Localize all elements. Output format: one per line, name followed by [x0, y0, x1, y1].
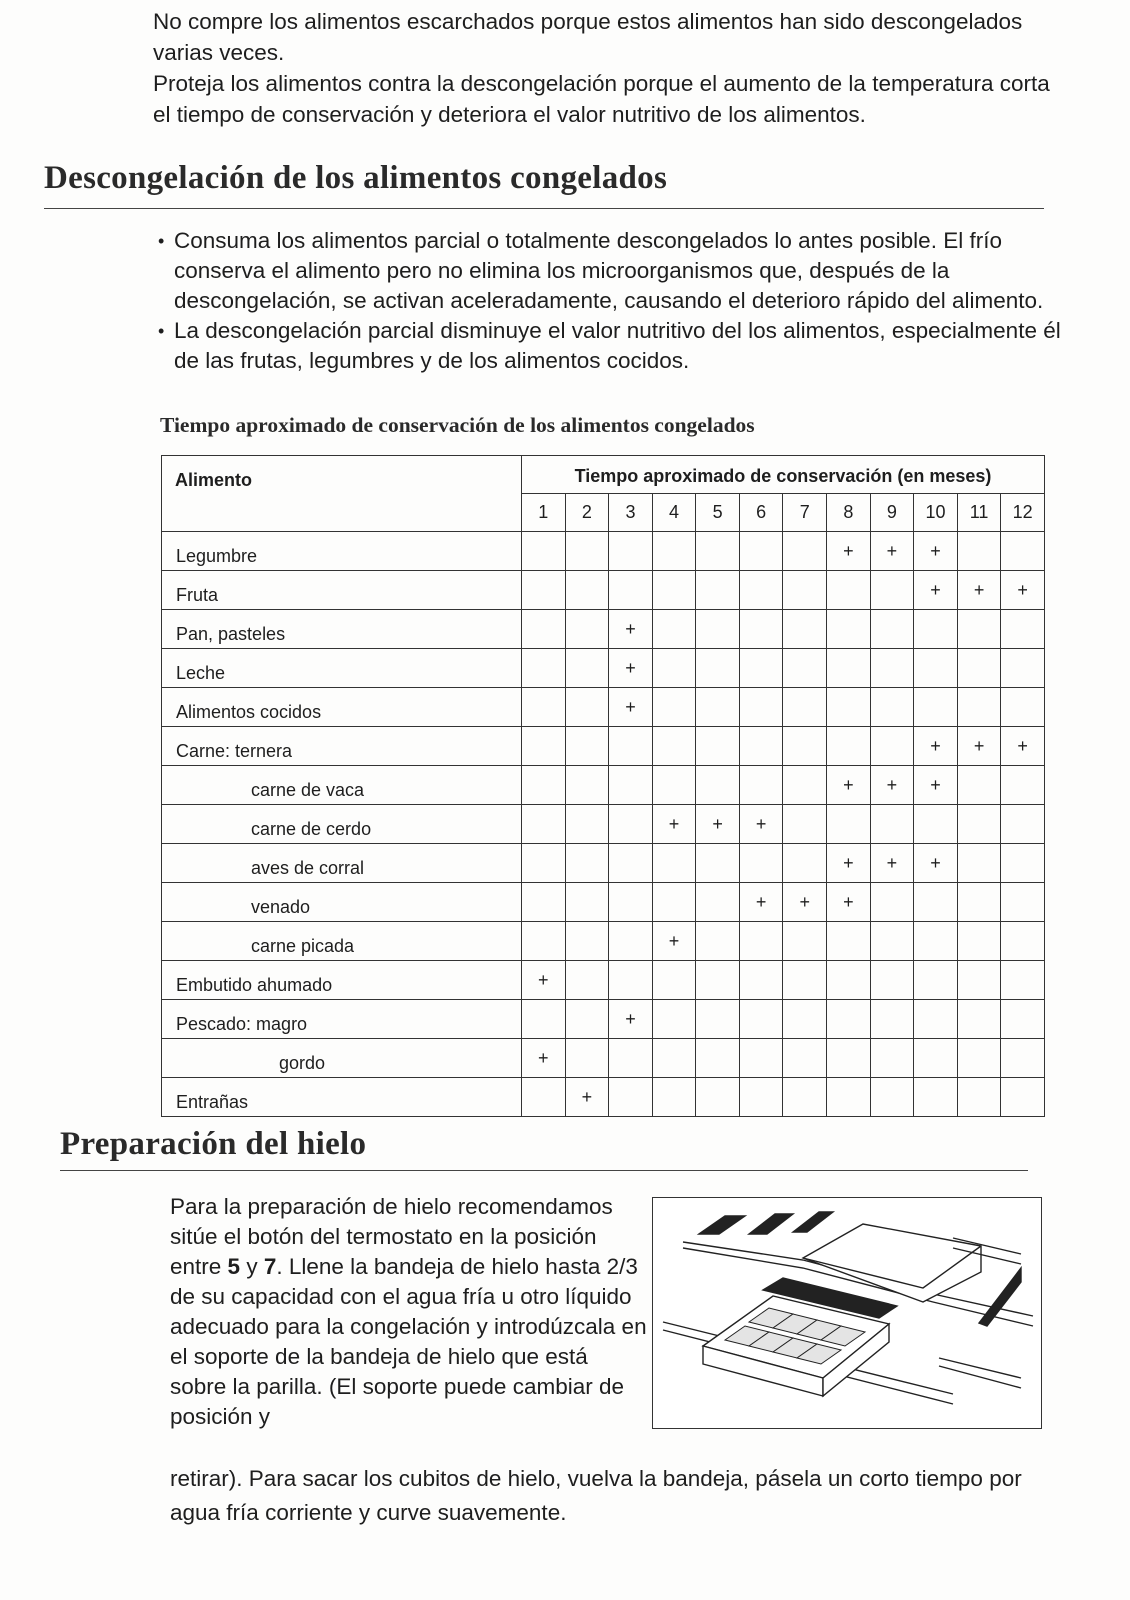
- thaw-bullet-text: La descongelación parcial disminuye el valor nutritivo del los alimentos, especialmente él de las frutas, legumbres y de los alimentos cocidos.: [174, 318, 1061, 373]
- month-cell-1: [522, 532, 566, 571]
- storage-mark: +: [827, 532, 871, 571]
- table-row: [162, 883, 1045, 922]
- month-cell-11: [957, 883, 1001, 922]
- month-header-12: 12: [1001, 494, 1045, 532]
- food-name-cell: Carne: ternera: [162, 727, 522, 766]
- month-cell-10: [914, 883, 958, 922]
- month-cell-11: [957, 922, 1001, 961]
- table-row: [162, 571, 1045, 610]
- month-cell-8: [827, 649, 871, 688]
- intro-paragraph-1: No compre los alimentos escarchados porque estos alimentos han sido descongelados varias veces.: [153, 9, 1023, 65]
- month-header-5: 5: [696, 494, 740, 532]
- month-cell-3: [609, 1039, 653, 1078]
- month-cell-6: [739, 961, 783, 1000]
- month-cell-1: [522, 571, 566, 610]
- month-cell-12: [1001, 844, 1045, 883]
- month-cell-9: [870, 805, 914, 844]
- table-row: [162, 805, 1045, 844]
- month-cell-8: [827, 571, 871, 610]
- month-cell-10: [914, 1000, 958, 1039]
- month-cell-7: [783, 688, 827, 727]
- month-header-4: 4: [652, 494, 696, 532]
- ice-heading-rule: [60, 1170, 1028, 1171]
- month-cell-6: [739, 766, 783, 805]
- table-row: [162, 1078, 1045, 1117]
- month-cell-5: [696, 532, 740, 571]
- month-cell-1: [522, 805, 566, 844]
- month-cell-11: [957, 649, 1001, 688]
- month-cell-4: [652, 844, 696, 883]
- month-cell-9: [870, 727, 914, 766]
- month-cell-5: [696, 610, 740, 649]
- month-cell-8: [827, 610, 871, 649]
- month-cell-5: [696, 688, 740, 727]
- table-row: [162, 727, 1045, 766]
- ice-position-from: 5: [227, 1254, 241, 1279]
- month-cell-1: [522, 649, 566, 688]
- month-cell-5: [696, 727, 740, 766]
- food-name-cell: Fruta: [162, 571, 522, 610]
- month-cell-6: [739, 844, 783, 883]
- month-cell-11: [957, 844, 1001, 883]
- month-cell-2: [565, 922, 609, 961]
- month-cell-6: [739, 1000, 783, 1039]
- month-cell-9: [870, 1000, 914, 1039]
- month-header-9: 9: [870, 494, 914, 532]
- storage-mark: +: [827, 844, 871, 883]
- month-cell-11: [957, 1078, 1001, 1117]
- month-cell-3: [609, 532, 653, 571]
- food-name-cell: Alimentos cocidos: [162, 688, 522, 727]
- month-cell-7: [783, 1078, 827, 1117]
- month-cell-10: [914, 805, 958, 844]
- month-cell-12: [1001, 1078, 1045, 1117]
- ice-instructions: [170, 1192, 650, 1432]
- thaw-heading-rule: [44, 208, 1044, 209]
- storage-mark: +: [739, 805, 783, 844]
- month-cell-1: [522, 727, 566, 766]
- thaw-bullet-list: [158, 226, 1083, 376]
- month-cell-4: [652, 571, 696, 610]
- month-cell-4: [652, 727, 696, 766]
- month-header-11: 11: [957, 494, 1001, 532]
- ice-tray-drawing: [653, 1198, 1041, 1428]
- table-row: [162, 1039, 1045, 1078]
- ice-instructions-tail: retirar). Para sacar los cubitos de hielo, vuelva la bandeja, pásela un corto tiempo por agua fría corriente y curve suavemente.: [170, 1466, 1022, 1525]
- month-cell-7: [783, 727, 827, 766]
- intro-text: [153, 6, 1053, 130]
- table-row: [162, 766, 1045, 805]
- month-cell-7: [783, 844, 827, 883]
- month-cell-3: [609, 727, 653, 766]
- month-cell-6: [739, 649, 783, 688]
- month-cell-10: [914, 1039, 958, 1078]
- month-cell-8: [827, 961, 871, 1000]
- food-name-cell: Pan, pasteles: [162, 610, 522, 649]
- month-cell-4: [652, 532, 696, 571]
- month-cell-2: [565, 571, 609, 610]
- ice-heading: Preparación del hielo: [60, 1126, 367, 1162]
- storage-mark: +: [652, 805, 696, 844]
- month-cell-3: [609, 883, 653, 922]
- month-cell-5: [696, 1039, 740, 1078]
- month-cell-11: [957, 688, 1001, 727]
- month-cell-2: [565, 727, 609, 766]
- month-cell-8: [827, 727, 871, 766]
- food-name-cell: venado: [162, 883, 522, 922]
- column-header-time: Tiempo aproximado de conservación (en meses): [522, 456, 1045, 494]
- month-cell-9: [870, 688, 914, 727]
- month-cell-11: [957, 532, 1001, 571]
- month-cell-10: [914, 688, 958, 727]
- month-header-10: 10: [914, 494, 958, 532]
- month-cell-2: [565, 532, 609, 571]
- storage-mark: +: [957, 727, 1001, 766]
- month-cell-3: [609, 571, 653, 610]
- storage-mark: +: [914, 727, 958, 766]
- month-cell-6: [739, 727, 783, 766]
- month-cell-5: [696, 883, 740, 922]
- month-cell-4: [652, 961, 696, 1000]
- month-cell-1: [522, 883, 566, 922]
- month-cell-8: [827, 1000, 871, 1039]
- thaw-bullet-item: [158, 316, 1083, 376]
- month-cell-11: [957, 766, 1001, 805]
- food-name-cell: Legumbre: [162, 532, 522, 571]
- month-cell-7: [783, 1000, 827, 1039]
- thaw-heading: Descongelación de los alimentos congelados: [44, 160, 668, 196]
- month-cell-2: [565, 1000, 609, 1039]
- storage-mark: +: [870, 532, 914, 571]
- ice-tray-illustration: [652, 1197, 1042, 1429]
- table-row: [162, 961, 1045, 1000]
- table-row: [162, 844, 1045, 883]
- food-name-cell: gordo: [162, 1039, 522, 1078]
- month-cell-9: [870, 649, 914, 688]
- month-cell-11: [957, 805, 1001, 844]
- month-cell-12: [1001, 610, 1045, 649]
- storage-mark: +: [609, 688, 653, 727]
- month-cell-1: [522, 688, 566, 727]
- month-cell-6: [739, 610, 783, 649]
- month-cell-12: [1001, 961, 1045, 1000]
- table-row: [162, 1000, 1045, 1039]
- month-cell-12: [1001, 1039, 1045, 1078]
- month-cell-1: [522, 766, 566, 805]
- storage-mark: +: [522, 961, 566, 1000]
- month-cell-2: [565, 688, 609, 727]
- month-cell-7: [783, 805, 827, 844]
- table-row: [162, 532, 1045, 571]
- month-header-1: 1: [522, 494, 566, 532]
- month-cell-3: [609, 805, 653, 844]
- month-cell-11: [957, 610, 1001, 649]
- month-cell-1: [522, 1000, 566, 1039]
- storage-mark: +: [609, 649, 653, 688]
- month-cell-10: [914, 649, 958, 688]
- thaw-bullet-item: [158, 226, 1083, 316]
- month-cell-10: [914, 610, 958, 649]
- month-cell-9: [870, 571, 914, 610]
- month-cell-4: [652, 649, 696, 688]
- month-cell-5: [696, 922, 740, 961]
- storage-mark: +: [609, 1000, 653, 1039]
- month-header-7: 7: [783, 494, 827, 532]
- month-cell-5: [696, 571, 740, 610]
- storage-mark: +: [609, 610, 653, 649]
- storage-mark: +: [827, 883, 871, 922]
- storage-time-table: [161, 455, 1045, 1117]
- month-cell-8: [827, 922, 871, 961]
- storage-mark: +: [565, 1078, 609, 1117]
- bullet-icon: •: [158, 231, 165, 251]
- storage-mark: +: [914, 844, 958, 883]
- month-cell-8: [827, 1039, 871, 1078]
- month-cell-7: [783, 649, 827, 688]
- month-cell-2: [565, 805, 609, 844]
- month-cell-5: [696, 961, 740, 1000]
- month-header-6: 6: [739, 494, 783, 532]
- month-cell-7: [783, 1039, 827, 1078]
- month-cell-5: [696, 844, 740, 883]
- storage-mark: +: [827, 766, 871, 805]
- month-cell-7: [783, 610, 827, 649]
- storage-mark: +: [696, 805, 740, 844]
- month-cell-3: [609, 844, 653, 883]
- ice-text-after: . Llene la bandeja de hielo hasta 2/3 de su capacidad con el agua fría u otro líquido adecuado para la congelación y introdúzcala en el soporte de la bandeja de hielo que está sobre la parilla. (El soporte puede cambiar de posición y: [170, 1254, 647, 1429]
- storage-mark: +: [870, 766, 914, 805]
- month-cell-2: [565, 610, 609, 649]
- month-cell-2: [565, 883, 609, 922]
- month-cell-1: [522, 1078, 566, 1117]
- food-name-cell: Embutido ahumado: [162, 961, 522, 1000]
- ice-position-to: 7: [263, 1254, 277, 1279]
- month-cell-10: [914, 961, 958, 1000]
- month-header-8: 8: [827, 494, 871, 532]
- storage-mark: +: [522, 1039, 566, 1078]
- month-cell-2: [565, 844, 609, 883]
- month-cell-12: [1001, 532, 1045, 571]
- month-cell-7: [783, 961, 827, 1000]
- month-cell-11: [957, 961, 1001, 1000]
- month-cell-9: [870, 1078, 914, 1117]
- month-cell-6: [739, 1039, 783, 1078]
- table-row: [162, 610, 1045, 649]
- month-cell-12: [1001, 922, 1045, 961]
- month-cell-10: [914, 922, 958, 961]
- bullet-icon: •: [158, 321, 165, 341]
- storage-mark: +: [739, 883, 783, 922]
- column-header-food: Alimento: [162, 456, 522, 532]
- month-cell-4: [652, 1000, 696, 1039]
- month-cell-12: [1001, 805, 1045, 844]
- storage-mark: +: [1001, 727, 1045, 766]
- month-cell-7: [783, 571, 827, 610]
- month-cell-9: [870, 961, 914, 1000]
- month-header-3: 3: [609, 494, 653, 532]
- storage-mark: +: [914, 532, 958, 571]
- month-cell-3: [609, 1078, 653, 1117]
- month-cell-4: [652, 766, 696, 805]
- month-cell-5: [696, 1000, 740, 1039]
- month-cell-12: [1001, 688, 1045, 727]
- month-cell-3: [609, 922, 653, 961]
- month-cell-6: [739, 688, 783, 727]
- month-cell-3: [609, 766, 653, 805]
- month-cell-5: [696, 649, 740, 688]
- month-cell-4: [652, 1078, 696, 1117]
- month-cell-5: [696, 766, 740, 805]
- table-title: Tiempo aproximado de conservación de los alimentos congelados: [160, 413, 755, 437]
- month-cell-8: [827, 688, 871, 727]
- food-name-cell: Entrañas: [162, 1078, 522, 1117]
- month-cell-1: [522, 610, 566, 649]
- month-cell-6: [739, 532, 783, 571]
- storage-mark: +: [870, 844, 914, 883]
- thaw-bullet-text: Consuma los alimentos parcial o totalmente descongelados lo antes posible. El frío conserva el alimento pero no elimina los microorganismos que, después de la descongelación, se activan aceleradamente, causando el deterioro rápido del alimento.: [174, 228, 1044, 313]
- ice-text-before: Para la preparación de hielo recomendamos sitúe el botón del termostato en la posición entre: [170, 1194, 613, 1279]
- storage-mark: +: [783, 883, 827, 922]
- month-cell-7: [783, 532, 827, 571]
- month-cell-2: [565, 766, 609, 805]
- month-cell-4: [652, 610, 696, 649]
- month-cell-7: [783, 922, 827, 961]
- month-cell-4: [652, 688, 696, 727]
- table-body: [162, 532, 1045, 1117]
- storage-mark: +: [652, 922, 696, 961]
- table-row: [162, 688, 1045, 727]
- month-cell-1: [522, 844, 566, 883]
- food-name-cell: carne de vaca: [162, 766, 522, 805]
- month-cell-1: [522, 922, 566, 961]
- month-cell-8: [827, 1078, 871, 1117]
- month-cell-12: [1001, 649, 1045, 688]
- month-cell-3: [609, 961, 653, 1000]
- food-name-cell: Leche: [162, 649, 522, 688]
- month-cell-9: [870, 883, 914, 922]
- food-name-cell: carne de cerdo: [162, 805, 522, 844]
- storage-mark: +: [1001, 571, 1045, 610]
- month-cell-7: [783, 766, 827, 805]
- food-name-cell: Pescado: magro: [162, 1000, 522, 1039]
- storage-mark: +: [914, 571, 958, 610]
- ice-text-and: y: [240, 1254, 264, 1279]
- month-cell-2: [565, 1039, 609, 1078]
- table-row: [162, 649, 1045, 688]
- month-cell-12: [1001, 883, 1045, 922]
- month-cell-8: [827, 805, 871, 844]
- storage-mark: +: [914, 766, 958, 805]
- intro-paragraph-2: Proteja los alimentos contra la descongelación porque el aumento de la temperatura corta el tiempo de conservación y deteriora el valor nutritivo de los alimentos.: [153, 71, 1050, 127]
- month-cell-12: [1001, 1000, 1045, 1039]
- month-cell-2: [565, 961, 609, 1000]
- table-row: [162, 922, 1045, 961]
- month-cell-11: [957, 1039, 1001, 1078]
- month-cell-12: [1001, 766, 1045, 805]
- month-cell-11: [957, 1000, 1001, 1039]
- month-cell-4: [652, 1039, 696, 1078]
- month-cell-9: [870, 922, 914, 961]
- food-name-cell: carne picada: [162, 922, 522, 961]
- month-cell-9: [870, 1039, 914, 1078]
- month-cell-6: [739, 1078, 783, 1117]
- month-cell-6: [739, 571, 783, 610]
- month-cell-6: [739, 922, 783, 961]
- month-cell-2: [565, 649, 609, 688]
- storage-mark: +: [957, 571, 1001, 610]
- month-cell-4: [652, 883, 696, 922]
- month-cell-5: [696, 1078, 740, 1117]
- food-name-cell: aves de corral: [162, 844, 522, 883]
- month-cell-10: [914, 1078, 958, 1117]
- month-header-2: 2: [565, 494, 609, 532]
- month-cell-9: [870, 610, 914, 649]
